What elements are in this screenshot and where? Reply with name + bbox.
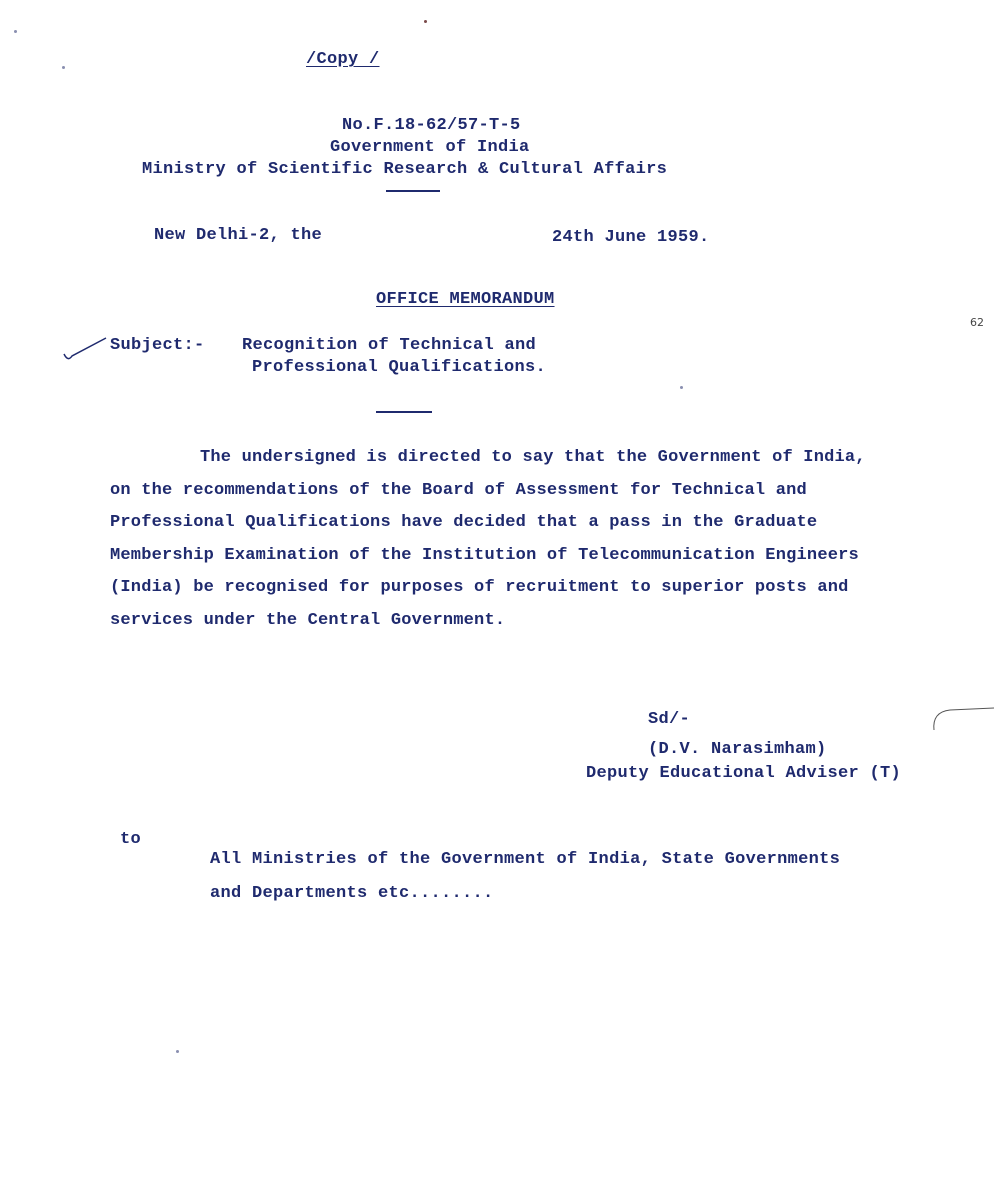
body-line: (India) be recognised for purposes of recruitment to superior posts and	[110, 578, 849, 597]
scan-speck	[62, 66, 65, 69]
header-divider	[386, 190, 440, 192]
signatory-name: (D.V. Narasimham)	[648, 740, 827, 759]
signatory-title: Deputy Educational Adviser (T)	[586, 764, 902, 783]
memo-date: 24th June 1959.	[552, 228, 710, 247]
margin-pen-stroke-icon	[930, 704, 996, 734]
scan-speck	[680, 386, 683, 389]
body-line: on the recommendations of the Board of Assessment for Technical and	[110, 480, 807, 500]
ministry-line: Ministry of Scientific Research & Cultural Affairs	[142, 160, 668, 179]
body-line: Membership Examination of the Institution of Telecommunication Engineers	[110, 545, 859, 565]
to-label: to	[120, 830, 142, 849]
scan-speck	[424, 20, 427, 23]
body-line: services under the Central Government.	[110, 610, 506, 630]
subject-line-2: Professional Qualifications.	[252, 358, 547, 377]
tick-mark-icon	[60, 334, 110, 364]
copy-label: /Copy /	[306, 50, 380, 69]
scan-speck	[176, 1050, 179, 1053]
page-number: 62	[970, 316, 984, 329]
subject-divider	[376, 411, 432, 413]
recipients-line-1: All Ministries of the Government of India, State Governments	[210, 850, 841, 869]
body-line: The undersigned is directed to say that the Government of India,	[200, 448, 866, 467]
body-line: Professional Qualifications have decided that a pass in the Graduate	[110, 513, 818, 532]
memo-body	[110, 442, 930, 637]
file-number: No.F.18-62/57-T-5	[342, 116, 521, 135]
memo-heading: OFFICE MEMORANDUM	[376, 290, 555, 309]
scan-speck	[14, 30, 17, 33]
subject-label: Subject:-	[110, 336, 205, 355]
recipients-line-2: and Departments etc........	[210, 884, 494, 903]
place-date-prefix: New Delhi-2, the	[154, 226, 323, 245]
signature-mark: Sd/-	[648, 710, 691, 729]
subject-line-1: Recognition of Technical and	[242, 336, 537, 355]
government-line: Government of India	[330, 138, 530, 157]
